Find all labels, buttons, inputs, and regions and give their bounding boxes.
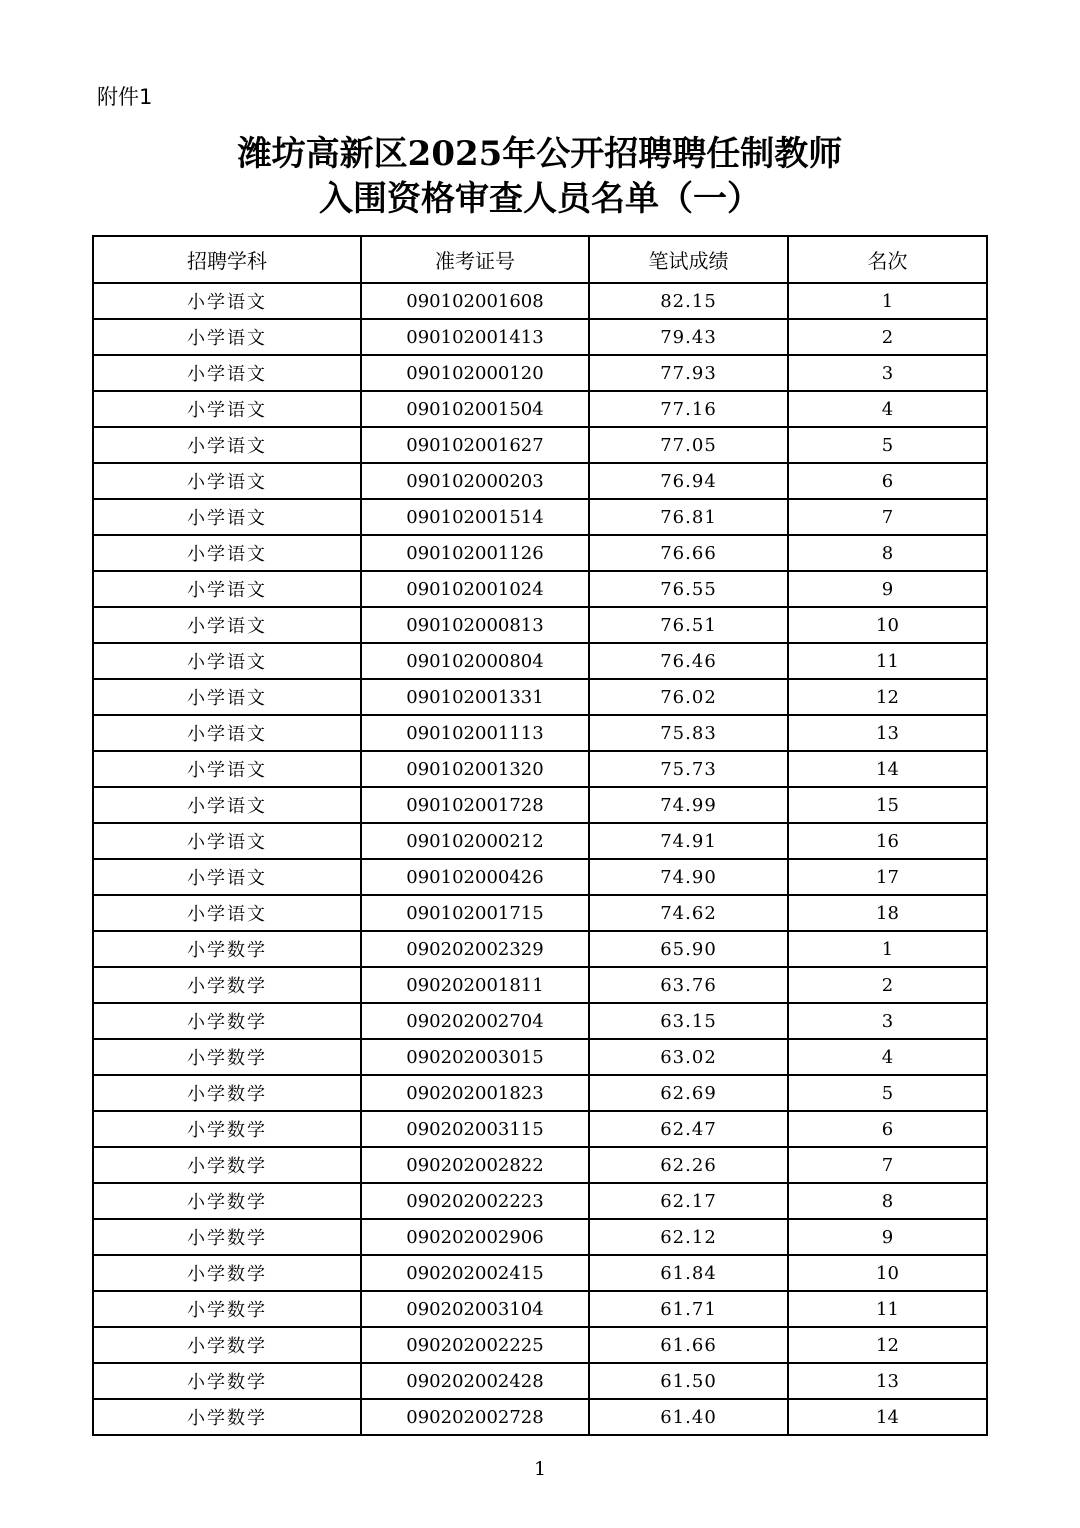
cell-rank: 11 [788,643,987,679]
cell-rank: 9 [788,1219,987,1255]
cell-exam-id: 090102000120 [361,355,589,391]
cell-rank: 10 [788,607,987,643]
cell-exam-id: 090202003015 [361,1039,589,1075]
cell-exam-id: 090202003115 [361,1111,589,1147]
header-score: 笔试成绩 [589,236,788,283]
cell-exam-id: 090102001024 [361,571,589,607]
cell-score: 61.84 [589,1255,788,1291]
table-row [93,1183,987,1219]
header-subject: 招聘学科 [93,236,361,283]
cell-rank: 5 [788,1075,987,1111]
cell-subject: 小学语文 [93,607,361,643]
table-row [93,283,987,319]
cell-rank: 13 [788,715,987,751]
cell-subject: 小学数学 [93,1147,361,1183]
cell-rank: 4 [788,1039,987,1075]
table-row [93,319,987,355]
cell-rank: 6 [788,463,987,499]
cell-rank: 2 [788,319,987,355]
table-row [93,715,987,751]
cell-score: 79.43 [589,319,788,355]
cell-exam-id: 090102001627 [361,427,589,463]
table-row [93,1003,987,1039]
cell-subject: 小学数学 [93,967,361,1003]
table-row [93,1075,987,1111]
header-exam-id: 准考证号 [361,236,589,283]
cell-exam-id: 090102001113 [361,715,589,751]
cell-rank: 8 [788,535,987,571]
cell-score: 62.47 [589,1111,788,1147]
cell-rank: 11 [788,1291,987,1327]
cell-subject: 小学语文 [93,823,361,859]
table-row [93,1255,987,1291]
cell-subject: 小学语文 [93,787,361,823]
cell-score: 76.51 [589,607,788,643]
cell-exam-id: 090102001320 [361,751,589,787]
cell-exam-id: 090202001823 [361,1075,589,1111]
table-row [93,355,987,391]
cell-rank: 1 [788,283,987,319]
table-row [93,1363,987,1399]
cell-exam-id: 090202002728 [361,1399,589,1435]
cell-score: 62.17 [589,1183,788,1219]
cell-exam-id: 090202002415 [361,1255,589,1291]
cell-rank: 6 [788,1111,987,1147]
cell-subject: 小学语文 [93,751,361,787]
cell-subject: 小学数学 [93,1291,361,1327]
cell-rank: 14 [788,1399,987,1435]
cell-exam-id: 090102001514 [361,499,589,535]
cell-subject: 小学数学 [93,1255,361,1291]
cell-score: 63.02 [589,1039,788,1075]
cell-subject: 小学数学 [93,1183,361,1219]
cell-subject: 小学语文 [93,571,361,607]
cell-rank: 12 [788,679,987,715]
cell-rank: 9 [788,571,987,607]
cell-rank: 8 [788,1183,987,1219]
document-title-line-1: 潍坊高新区2025年公开招聘聘任制教师 [237,134,843,174]
cell-exam-id: 090202002704 [361,1003,589,1039]
cell-score: 77.93 [589,355,788,391]
cell-exam-id: 090102001728 [361,787,589,823]
cell-subject: 小学语文 [93,463,361,499]
cell-rank: 10 [788,1255,987,1291]
cell-subject: 小学语文 [93,895,361,931]
cell-score: 76.55 [589,571,788,607]
table-row [93,571,987,607]
cell-subject: 小学数学 [93,1363,361,1399]
cell-exam-id: 090102001126 [361,535,589,571]
cell-score: 76.46 [589,643,788,679]
table-row [93,499,987,535]
cell-score: 74.62 [589,895,788,931]
document-title-line-2: 入围资格审查人员名单（一） [319,179,761,219]
table-row [93,463,987,499]
cell-score: 76.66 [589,535,788,571]
cell-exam-id: 090202001811 [361,967,589,1003]
cell-score: 77.05 [589,427,788,463]
cell-score: 77.16 [589,391,788,427]
cell-rank: 13 [788,1363,987,1399]
header-rank: 名次 [788,236,987,283]
cell-exam-id: 090102001504 [361,391,589,427]
cell-exam-id: 090202002225 [361,1327,589,1363]
cell-score: 74.90 [589,859,788,895]
table-row [93,643,987,679]
cell-score: 74.99 [589,787,788,823]
cell-exam-id: 090202002329 [361,931,589,967]
cell-rank: 17 [788,859,987,895]
cell-score: 75.83 [589,715,788,751]
cell-rank: 3 [788,1003,987,1039]
cell-subject: 小学语文 [93,391,361,427]
cell-exam-id: 090202002906 [361,1219,589,1255]
cell-exam-id: 090102001608 [361,283,589,319]
cell-score: 74.91 [589,823,788,859]
cell-rank: 2 [788,967,987,1003]
cell-score: 76.94 [589,463,788,499]
table-row [93,967,987,1003]
cell-score: 62.12 [589,1219,788,1255]
cell-subject: 小学语文 [93,355,361,391]
table-row [93,1147,987,1183]
cell-exam-id: 090202003104 [361,1291,589,1327]
cell-score: 61.50 [589,1363,788,1399]
table-header [93,236,987,283]
cell-score: 65.90 [589,931,788,967]
cell-exam-id: 090202002223 [361,1183,589,1219]
cell-subject: 小学语文 [93,499,361,535]
cell-subject: 小学语文 [93,319,361,355]
cell-subject: 小学语文 [93,427,361,463]
cell-exam-id: 090102000203 [361,463,589,499]
cell-score: 62.69 [589,1075,788,1111]
cell-exam-id: 090102000804 [361,643,589,679]
table-body [93,283,987,1435]
table-row [93,1039,987,1075]
cell-rank: 15 [788,787,987,823]
cell-exam-id: 090102000813 [361,607,589,643]
cell-rank: 5 [788,427,987,463]
table-row [93,1291,987,1327]
cell-rank: 12 [788,1327,987,1363]
cell-exam-id: 090102000426 [361,859,589,895]
header-row [93,236,987,283]
cell-rank: 14 [788,751,987,787]
table-row [93,1111,987,1147]
table-row [93,391,987,427]
cell-score: 75.73 [589,751,788,787]
cell-subject: 小学数学 [93,1039,361,1075]
table-row [93,607,987,643]
cell-score: 63.15 [589,1003,788,1039]
candidate-table [92,235,988,1436]
cell-subject: 小学数学 [93,1075,361,1111]
table-row [93,931,987,967]
cell-rank: 1 [788,931,987,967]
cell-rank: 4 [788,391,987,427]
table-row [93,859,987,895]
cell-exam-id: 090202002822 [361,1147,589,1183]
table-row [93,751,987,787]
cell-score: 61.71 [589,1291,788,1327]
table-row [93,1219,987,1255]
cell-score: 62.26 [589,1147,788,1183]
cell-subject: 小学数学 [93,1399,361,1435]
table-row [93,1327,987,1363]
cell-subject: 小学语文 [93,283,361,319]
cell-score: 63.76 [589,967,788,1003]
cell-rank: 16 [788,823,987,859]
cell-rank: 3 [788,355,987,391]
attachment-label: 附件1 [97,85,153,109]
cell-subject: 小学数学 [93,1327,361,1363]
cell-exam-id: 090202002428 [361,1363,589,1399]
cell-score: 61.40 [589,1399,788,1435]
cell-subject: 小学语文 [93,859,361,895]
table-row [93,535,987,571]
table-row [93,787,987,823]
cell-exam-id: 090102000212 [361,823,589,859]
cell-exam-id: 090102001413 [361,319,589,355]
cell-subject: 小学数学 [93,1003,361,1039]
table-row [93,679,987,715]
cell-score: 76.81 [589,499,788,535]
cell-subject: 小学语文 [93,715,361,751]
cell-subject: 小学数学 [93,1219,361,1255]
table-row [93,427,987,463]
cell-rank: 7 [788,499,987,535]
page-number: 1 [533,1458,547,1480]
table-row [93,895,987,931]
cell-subject: 小学语文 [93,643,361,679]
cell-score: 82.15 [589,283,788,319]
table-row [93,823,987,859]
cell-score: 61.66 [589,1327,788,1363]
cell-exam-id: 090102001331 [361,679,589,715]
cell-subject: 小学语文 [93,679,361,715]
cell-rank: 18 [788,895,987,931]
cell-score: 76.02 [589,679,788,715]
cell-subject: 小学数学 [93,931,361,967]
cell-subject: 小学数学 [93,1111,361,1147]
cell-rank: 7 [788,1147,987,1183]
table-row [93,1399,987,1435]
cell-exam-id: 090102001715 [361,895,589,931]
cell-subject: 小学语文 [93,535,361,571]
